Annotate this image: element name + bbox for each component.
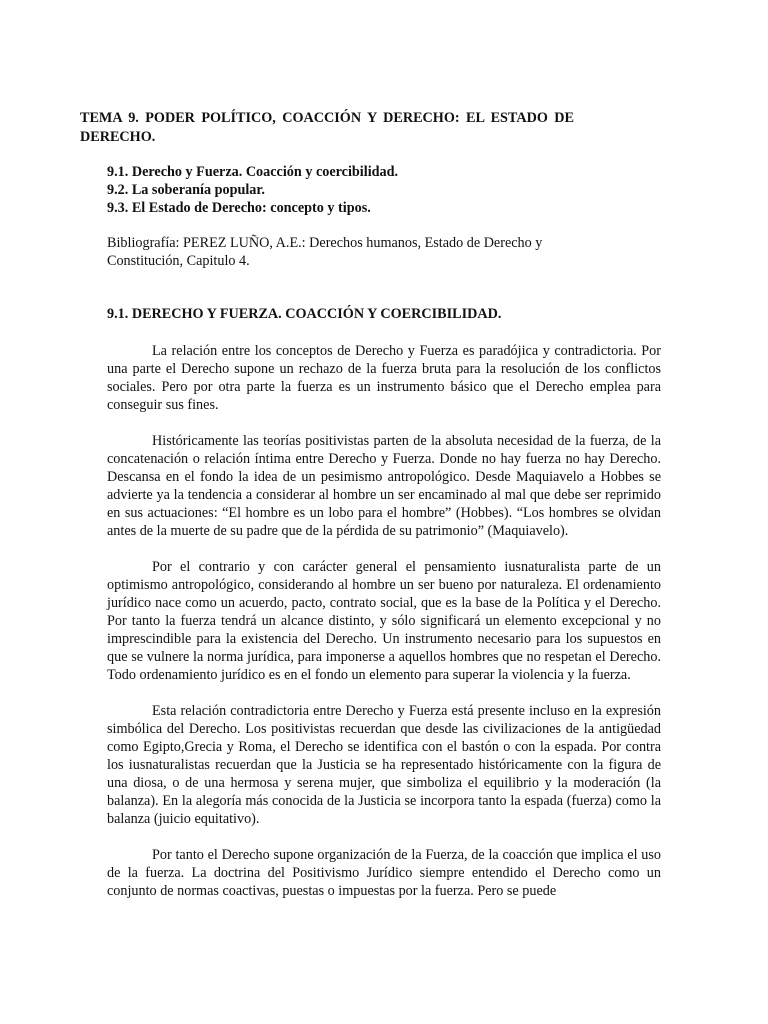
toc-item: 9.2. La soberanía popular. bbox=[107, 182, 265, 198]
body-text bbox=[107, 342, 661, 918]
document-title: TEMA 9. PODER POLÍTICO, COACCIÓN Y DERECHO: EL ESTADO DE DERECHO. bbox=[80, 110, 574, 145]
bibliography: Bibliografía: PEREZ LUÑO, A.E.: Derechos humanos, Estado de Derecho y Constitución, Capitulo 4. bbox=[107, 235, 543, 269]
paragraph: Por tanto el Derecho supone organización de la Fuerza, de la coacción que implica el uso de la fuerza. La doctrina del Positivismo Jurídico siempre entendido el Derecho como un conjunto de normas coactivas, puestas o impuestas por la fuerza. Pero se puede bbox=[107, 847, 661, 899]
paragraph: La relación entre los conceptos de Derecho y Fuerza es paradójica y contradictoria. Por una parte el Derecho supone un rechazo de la fuerza bruta para la resolución de los conflictos sociales. Pero por otra parte la fuerza es un instrumento básico que el Derecho emplea para conseguir sus fines. bbox=[107, 343, 661, 413]
paragraph: Históricamente las teorías positivistas parten de la absoluta necesidad de la fuerza, de la concatenación o relación íntima entre Derecho y Fuerza. Donde no hay fuerza no hay Derecho. Descansa en el fondo la idea de un pesimismo antropológico. Desde Maquiavelo a Hobbes se advierte ya la tendencia a considerar al hombre un ser encaminado al mal que debe ser reprimido en sus actuaciones: “El hombre es un lobo para el hombre” (Hobbes). “Los hombres se olvidan antes de la muerte de su padre que de la pérdida de su patrimonio” (Maquiavelo). bbox=[107, 433, 661, 539]
paragraph: Esta relación contradictoria entre Derecho y Fuerza está presente incluso en la expresión simbólica del Derecho. Los positivistas recuerdan que desde las civilizaciones de la antigüedad como Egipto,Grecia y Roma, el Derecho se identifica con el bastón o con la espada. Por contra los iusnaturalistas recuerdan que la Justicia se ha representado históricamente con la figura de una diosa, o de una hermosa y serena mujer, que simboliza el equilibrio y la moderación (la balanza). En la alegoría más conocida de la Justicia se incorpora tanto la espada (fuerza) como la balanza (juicio equitativo). bbox=[107, 703, 661, 827]
paragraph: Por el contrario y con carácter general el pensamiento iusnaturalista parte de un optimismo antropológico, considerando al hombre un ser bueno por naturaleza. El ordenamiento jurídico nace como un acuerdo, pacto, contrato social, que es la base de la Política y el Derecho. Por tanto la fuerza tendrá un alcance distinto, y sólo significará un elemento excepcional y no imprescindible para la existencia del Derecho. Un instrumento necesario para los supuestos en que se vulnere la norma jurídica, para imponerse a aquellos hombres que no respetan el Derecho. Todo ordenamiento jurídico es en el fondo un elemento para superar la violencia y la fuerza. bbox=[107, 559, 661, 683]
toc-item: 9.3. El Estado de Derecho: concepto y tipos. bbox=[107, 200, 371, 216]
toc-item: 9.1. Derecho y Fuerza. Coacción y coercibilidad. bbox=[107, 164, 399, 180]
section-heading: 9.1. DERECHO Y FUERZA. COACCIÓN Y COERCIBILIDAD. bbox=[107, 306, 502, 322]
table-of-contents bbox=[107, 163, 607, 217]
